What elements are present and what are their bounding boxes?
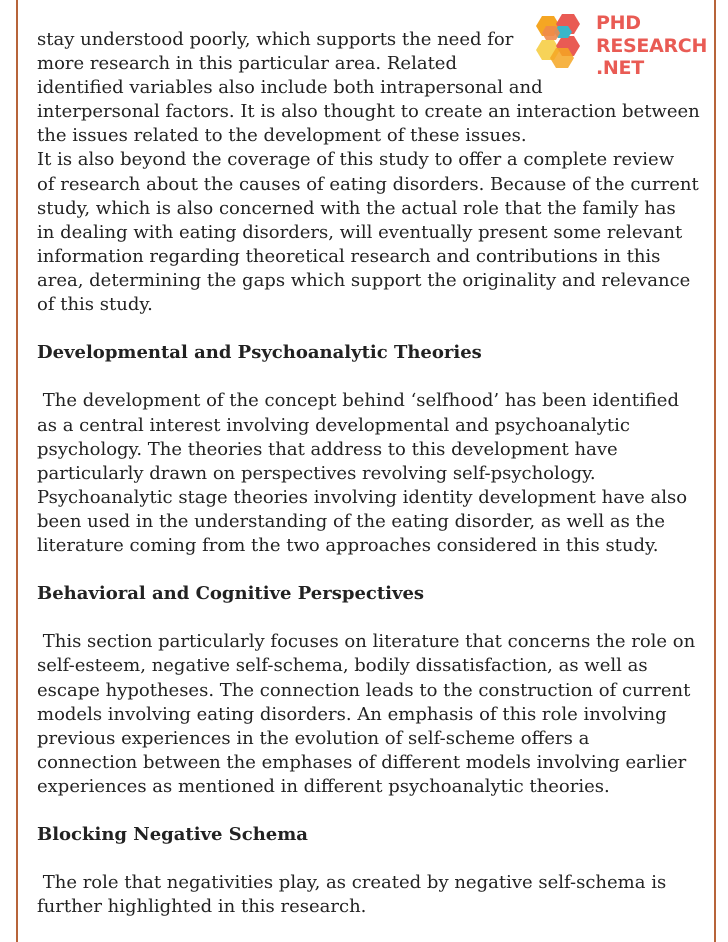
text-line: information regarding theoretical research and contributions in this [37, 245, 661, 267]
paragraph-3 [37, 389, 688, 558]
text-line: of research about the causes of eating disorders. Because of the current [37, 173, 699, 195]
text-line: as a central interest involving developmental and psychoanalytic [37, 414, 631, 436]
text-line: in dealing with eating disorders, will eventually present some relevant [37, 221, 683, 243]
text-line: The role that negativities play, as created by negative self-schema is [37, 872, 667, 894]
paragraph-5 [37, 871, 677, 919]
page-border-right [714, 0, 716, 942]
text-line: more research in this particular area. Related [37, 53, 457, 75]
section-heading-developmental: Developmental and Psychoanalytic Theories [37, 342, 482, 364]
text-line: been used in the understanding of the eating disorder, as well as the [37, 510, 666, 532]
text-line: literature coming from the two approaches considered in this study. [37, 534, 659, 556]
text-line: The development of the concept behind ‘selfhood’ has been identified [37, 390, 679, 412]
text-line: self-esteem, negative self-schema, bodily dissatisfaction, as well as [37, 655, 648, 677]
text-line: This section particularly focuses on literature that concerns the role on [37, 631, 696, 653]
text-line: models involving eating disorders. An emphasis of this role involving [37, 703, 667, 725]
paragraph-2 [37, 148, 699, 317]
text-line: experiences as mentioned in different psychoanalytic theories. [37, 775, 610, 797]
section-heading-blocking: Blocking Negative Schema [37, 824, 308, 846]
paragraph-1 [37, 28, 700, 148]
page-border-left [16, 0, 18, 942]
text-line: particularly drawn on perspectives revolving self-psychology. [37, 462, 596, 484]
text-line: further highlighted in this research. [37, 896, 367, 918]
text-line: Psychoanalytic stage theories involving identity development have also [37, 486, 688, 508]
text-line: stay understood poorly, which supports the need for [37, 29, 514, 50]
logo-text-research: RESEARCH [596, 34, 708, 57]
text-line: interpersonal factors. It is also thought to create an interaction between [37, 101, 700, 123]
text-line: connection between the emphases of different models involving earlier [37, 751, 687, 773]
text-line: area, determining the gaps which support the originality and relevance [37, 269, 691, 291]
logo-text-net: .NET [596, 57, 644, 79]
paragraph-4 [37, 630, 696, 799]
text-line: of this study. [37, 294, 153, 316]
text-line: It is also beyond the coverage of this study to offer a complete review [37, 149, 675, 171]
logo-text-phd: PHD [596, 12, 641, 34]
text-line: identified variables also include both intrapersonal and [37, 77, 543, 99]
text-line: study, which is also concerned with the actual role that the family has [37, 197, 676, 219]
text-line: escape hypotheses. The connection leads to the construction of current [37, 679, 691, 701]
document-body [37, 28, 700, 919]
text-line: psychology. The theories that address to this development have [37, 438, 618, 460]
section-heading-behavioral: Behavioral and Cognitive Perspectives [37, 583, 425, 605]
text-line: previous experiences in the evolution of self-scheme offers a [37, 727, 590, 749]
text-line: the issues related to the development of these issues. [37, 125, 527, 147]
